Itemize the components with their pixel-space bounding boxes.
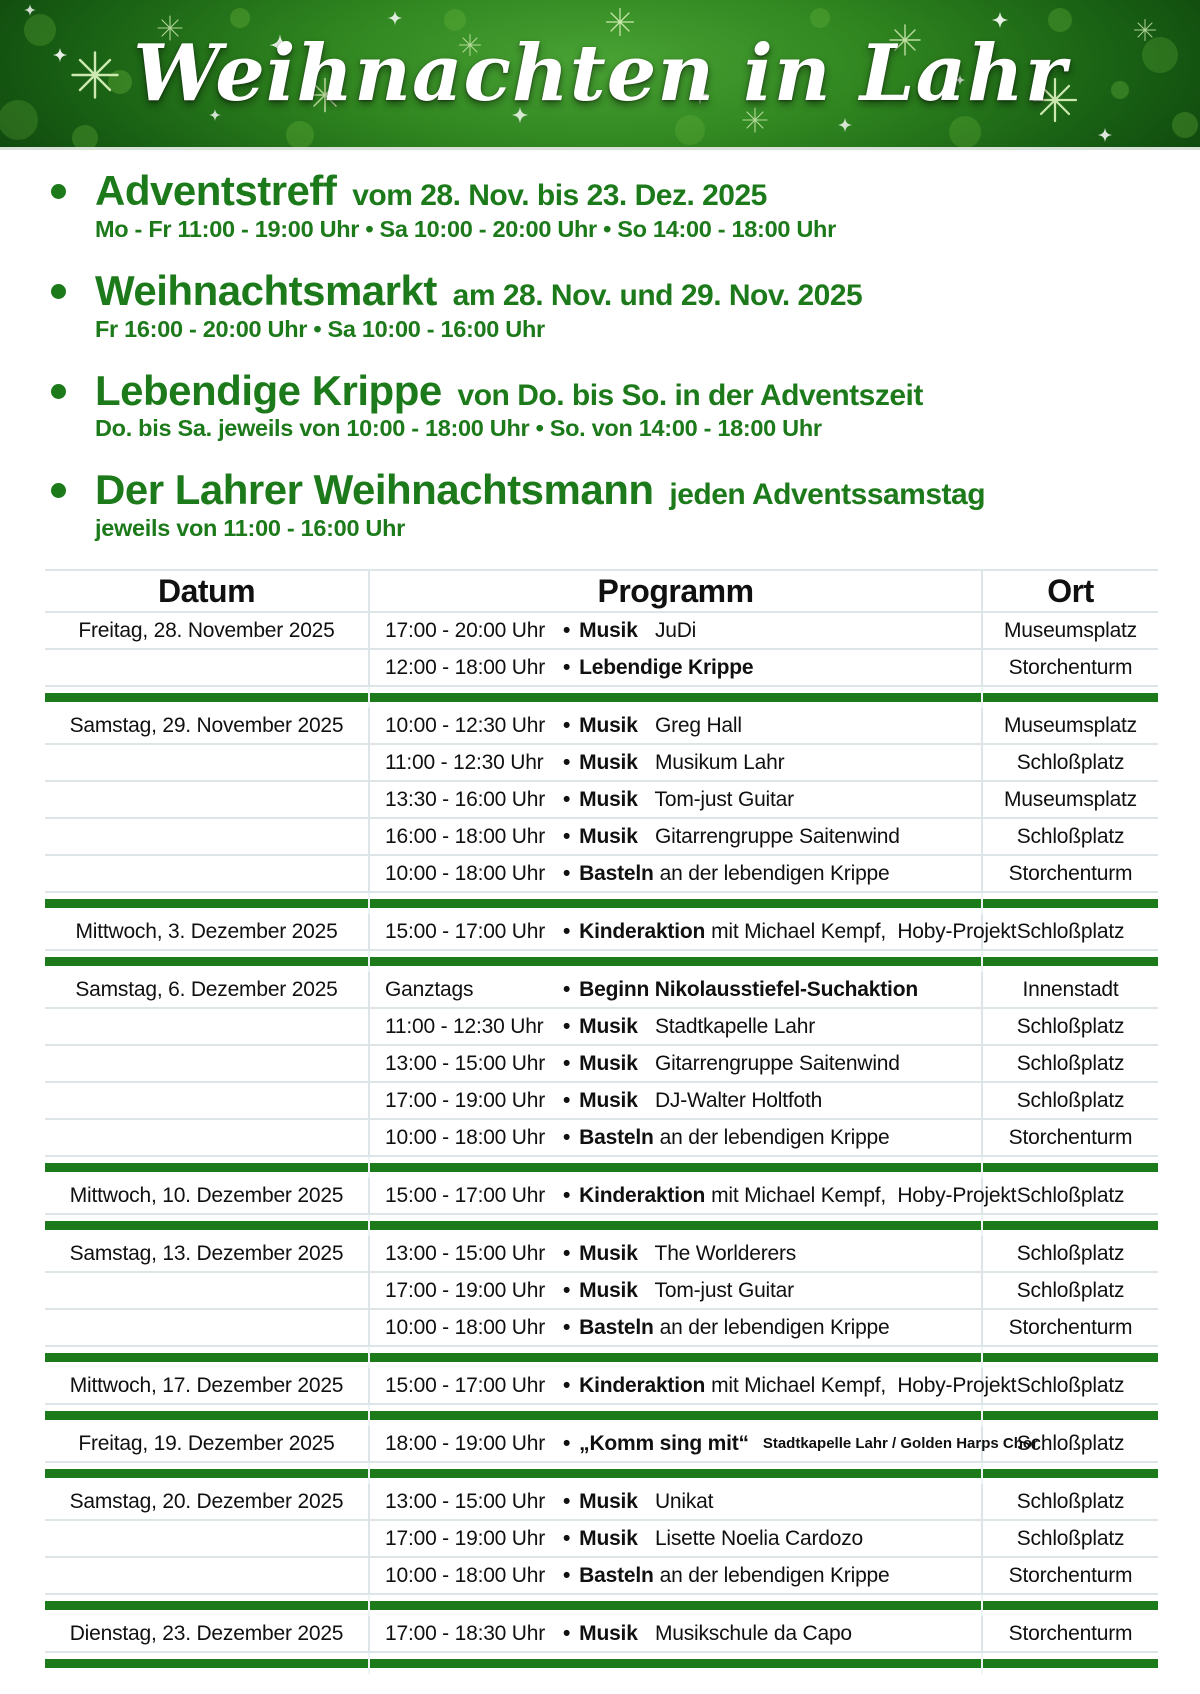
bullet-dot-icon: [51, 483, 66, 498]
separator-bar: [370, 1653, 983, 1674]
event-bullet-icon: •: [563, 1051, 571, 1075]
event-time: 15:00 - 17:00 Uhr: [385, 1373, 546, 1397]
group-separator: [45, 1215, 1158, 1236]
event-time: 13:00 - 15:00 Uhr: [385, 1241, 546, 1265]
separator-bar: [45, 1405, 370, 1426]
event-keyword: „Komm sing mit“: [579, 1431, 749, 1455]
table-row: [45, 1368, 1158, 1405]
program-cell: [370, 1310, 983, 1347]
date-cell: Mittwoch, 17. Dezember 2025: [45, 1368, 370, 1405]
event-time: 11:00 - 12:30 Uhr: [385, 1014, 544, 1038]
event-detail: an der lebendigen Krippe: [659, 861, 890, 885]
program-cell: [370, 972, 983, 1009]
event-keyword: Basteln: [579, 1125, 654, 1149]
highlight-item: [45, 466, 1160, 542]
ort-cell: Storchenturm: [983, 1120, 1158, 1157]
table-row: [45, 708, 1158, 745]
program-cell: [370, 1178, 1017, 1215]
event-keyword: Musik: [579, 824, 638, 848]
date-cell: Freitag, 19. Dezember 2025: [45, 1426, 370, 1463]
event-time: 10:00 - 18:00 Uhr: [385, 1125, 546, 1149]
program-cell: [370, 914, 1017, 951]
event-keyword: Basteln: [579, 1563, 654, 1587]
ort-cell: Storchenturm: [983, 1616, 1158, 1653]
event-time: 10:00 - 18:00 Uhr: [385, 861, 546, 885]
event-keyword: Musik: [579, 713, 638, 737]
program-cell: [370, 708, 983, 745]
highlight-title: Lebendige Krippe: [95, 366, 442, 414]
table-row: [45, 745, 1158, 782]
table-row: [45, 1310, 1158, 1347]
separator-bar: [45, 951, 370, 972]
date-cell: Dienstag, 23. Dezember 2025: [45, 1616, 370, 1653]
table-row: [45, 1178, 1158, 1215]
event-bullet-icon: •: [563, 1563, 571, 1587]
event-detail: an der lebendigen Krippe: [659, 1315, 890, 1339]
program-cell: [370, 1009, 983, 1046]
event-time: 15:00 - 17:00 Uhr: [385, 919, 546, 943]
header-programm: Programm: [370, 569, 983, 613]
date-cell: Mittwoch, 10. Dezember 2025: [45, 1178, 370, 1215]
ort-cell: Schloßplatz: [983, 1273, 1158, 1310]
ort-cell: Schloßplatz: [983, 1426, 1158, 1463]
program-cell: [370, 1046, 983, 1083]
ort-cell: Schloßplatz: [983, 1178, 1158, 1215]
table-row: [45, 1083, 1158, 1120]
separator-bar: [983, 687, 1158, 708]
event-bullet-icon: •: [563, 1183, 571, 1207]
event-detail: Tom-just Guitar: [643, 1278, 794, 1302]
event-detail: Stadtkapelle Lahr: [643, 1014, 815, 1038]
table-row: [45, 914, 1158, 951]
highlight-suffix: von Do. bis So. in der Adventszeit: [449, 378, 923, 412]
event-time: Ganztags: [385, 977, 474, 1001]
ort-cell: Storchenturm: [983, 1310, 1158, 1347]
ort-cell: Schloßplatz: [983, 1484, 1158, 1521]
date-cell: [45, 1083, 370, 1120]
program-cell: [370, 613, 983, 650]
event-time: 12:00 - 18:00 Uhr: [385, 655, 546, 679]
event-keyword: Musik: [579, 1526, 638, 1550]
event-keyword: Lebendige Krippe: [579, 655, 754, 679]
event-keyword: Musik: [579, 1241, 638, 1265]
program-cell: [370, 1368, 1017, 1405]
date-cell: [45, 819, 370, 856]
event-keyword: Musik: [579, 1051, 638, 1075]
separator-bar: [370, 1157, 983, 1178]
event-bullet-icon: •: [563, 1431, 571, 1455]
program-cell: [370, 782, 983, 819]
table-row: [45, 1236, 1158, 1273]
program-cell: [370, 1426, 1038, 1463]
event-detail: Tom-just Guitar: [643, 787, 794, 811]
table-row: [45, 1426, 1158, 1463]
ort-cell: Storchenturm: [983, 1558, 1158, 1595]
program-cell: [370, 1558, 983, 1595]
highlight-suffix: am 28. Nov. und 29. Nov. 2025: [444, 278, 863, 312]
date-cell: Samstag, 20. Dezember 2025: [45, 1484, 370, 1521]
event-keyword: Musik: [579, 787, 638, 811]
group-separator: [45, 1653, 1158, 1674]
table-header-row: [45, 569, 1158, 613]
group-separator: [45, 687, 1158, 708]
separator-bar: [983, 1463, 1158, 1484]
event-detail: JuDi: [643, 618, 697, 642]
program-cell: [370, 1083, 983, 1120]
event-time: 13:00 - 15:00 Uhr: [385, 1051, 546, 1075]
event-bullet-icon: •: [563, 1373, 571, 1397]
table-row: [45, 1521, 1158, 1558]
ort-cell: Schloßplatz: [983, 1083, 1158, 1120]
separator-bar: [45, 893, 370, 914]
date-cell: [45, 782, 370, 819]
event-keyword: Basteln: [579, 861, 654, 885]
program-cell: [370, 1273, 983, 1310]
group-separator: [45, 893, 1158, 914]
event-keyword: Kinderaktion: [579, 919, 706, 943]
table-row: [45, 1009, 1158, 1046]
separator-bar: [370, 1215, 983, 1236]
separator-bar: [983, 1347, 1158, 1368]
event-detail: mit Michael Kempf, Hoby-Projekt: [711, 1183, 1017, 1207]
separator-bar: [45, 1157, 370, 1178]
event-time: 17:00 - 19:00 Uhr: [385, 1278, 546, 1302]
event-time: 10:00 - 12:30 Uhr: [385, 713, 546, 737]
separator-bar: [45, 1347, 370, 1368]
highlight-times: Fr 16:00 - 20:00 Uhr • Sa 10:00 - 16:00 Uhr: [95, 315, 545, 342]
program-cell: [370, 856, 983, 893]
date-cell: Mittwoch, 3. Dezember 2025: [45, 914, 370, 951]
event-bullet-icon: •: [563, 1014, 571, 1038]
ort-cell: Innenstadt: [983, 972, 1158, 1009]
separator-bar: [45, 1463, 370, 1484]
separator-bar: [983, 1405, 1158, 1426]
event-time: 10:00 - 18:00 Uhr: [385, 1563, 546, 1587]
highlight-title: Adventstreff: [95, 167, 337, 214]
event-detail: an der lebendigen Krippe: [659, 1125, 890, 1149]
program-cell: [370, 650, 983, 687]
highlight-title: Der Lahrer Weihnachtsmann: [95, 466, 654, 514]
table-row: [45, 1616, 1158, 1653]
highlight-item: [45, 167, 1160, 243]
ort-cell: Museumsplatz: [983, 613, 1158, 650]
event-detail: Lisette Noelia Cardozo: [643, 1526, 863, 1550]
table-row: [45, 1558, 1158, 1595]
event-keyword: Musik: [579, 618, 638, 642]
event-keyword: Musik: [579, 1621, 638, 1645]
program-cell: [370, 1616, 983, 1653]
date-cell: [45, 745, 370, 782]
separator-bar: [370, 687, 983, 708]
header-datum: Datum: [45, 569, 370, 613]
separator-bar: [370, 1595, 983, 1616]
event-bullet-icon: •: [563, 1489, 571, 1513]
event-keyword: Beginn Nikolausstiefel-Suchaktion: [579, 977, 918, 1001]
ort-cell: Schloßplatz: [983, 1368, 1158, 1405]
group-separator: [45, 951, 1158, 972]
date-cell: [45, 1046, 370, 1083]
event-bullet-icon: •: [563, 861, 571, 885]
event-detail-small: Stadtkapelle Lahr / Golden Harps Chor: [762, 1435, 1038, 1453]
separator-bar: [983, 893, 1158, 914]
event-bullet-icon: •: [563, 655, 571, 679]
program-cell: [370, 1236, 983, 1273]
event-bullet-icon: •: [563, 977, 571, 1001]
table-row: [45, 819, 1158, 856]
event-bullet-icon: •: [563, 1241, 571, 1265]
event-time: 16:00 - 18:00 Uhr: [385, 824, 546, 848]
group-separator: [45, 1347, 1158, 1368]
event-keyword: Musik: [579, 1489, 638, 1513]
event-bullet-icon: •: [563, 713, 571, 737]
program-cell: [370, 1521, 983, 1558]
event-time: 17:00 - 19:00 Uhr: [385, 1088, 546, 1112]
schedule-table: [45, 569, 1158, 1674]
highlight-item: [45, 266, 1160, 343]
event-time: 13:30 - 16:00 Uhr: [385, 787, 546, 811]
separator-bar: [983, 1595, 1158, 1616]
date-cell: [45, 1310, 370, 1347]
table-row: [45, 972, 1158, 1009]
event-time: 15:00 - 17:00 Uhr: [385, 1183, 546, 1207]
highlight-suffix: jeden Adventssamstag: [661, 478, 986, 512]
bullet-dot-icon: [51, 384, 66, 399]
event-bullet-icon: •: [563, 919, 571, 943]
event-bullet-icon: •: [563, 618, 571, 642]
event-detail: Gitarrengruppe Saitenwind: [643, 824, 900, 848]
header-ort: Ort: [983, 569, 1158, 613]
event-detail: mit Michael Kempf, Hoby-Projekt: [711, 1373, 1017, 1397]
event-keyword: Basteln: [579, 1315, 654, 1339]
event-time: 17:00 - 18:30 Uhr: [385, 1621, 546, 1645]
ort-cell: Schloßplatz: [983, 1009, 1158, 1046]
event-detail: Gitarrengruppe Saitenwind: [643, 1051, 900, 1075]
date-cell: Samstag, 13. Dezember 2025: [45, 1236, 370, 1273]
separator-bar: [370, 893, 983, 914]
date-cell: [45, 1009, 370, 1046]
event-time: 10:00 - 18:00 Uhr: [385, 1315, 546, 1339]
separator-bar: [370, 1347, 983, 1368]
ort-cell: Storchenturm: [983, 856, 1158, 893]
event-bullet-icon: •: [563, 1621, 571, 1645]
group-separator: [45, 1463, 1158, 1484]
event-keyword: Kinderaktion: [579, 1373, 706, 1397]
event-bullet-icon: •: [563, 1125, 571, 1149]
ort-cell: Museumsplatz: [983, 708, 1158, 745]
event-time: 17:00 - 19:00 Uhr: [385, 1526, 546, 1550]
group-separator: [45, 1157, 1158, 1178]
event-time: 13:00 - 15:00 Uhr: [385, 1489, 546, 1513]
program-cell: [370, 745, 983, 782]
event-detail: mit Michael Kempf, Hoby-Projekt: [711, 919, 1017, 943]
group-separator: [45, 1405, 1158, 1426]
event-bullet-icon: •: [563, 750, 571, 774]
date-cell: Samstag, 6. Dezember 2025: [45, 972, 370, 1009]
separator-bar: [983, 1215, 1158, 1236]
program-cell: [370, 1120, 983, 1157]
christmas-banner: [0, 0, 1200, 150]
date-cell: [45, 1558, 370, 1595]
event-keyword: Kinderaktion: [579, 1183, 706, 1207]
table-row: [45, 650, 1158, 687]
event-detail: DJ-Walter Holtfoth: [643, 1088, 823, 1112]
event-time: 17:00 - 20:00 Uhr: [385, 618, 546, 642]
event-bullet-icon: •: [563, 1526, 571, 1550]
event-detail: Unikat: [643, 1489, 714, 1513]
event-detail: Musikum Lahr: [643, 750, 785, 774]
event-bullet-icon: •: [563, 1278, 571, 1302]
date-cell: [45, 1521, 370, 1558]
ort-cell: Schloßplatz: [983, 1236, 1158, 1273]
bullet-dot-icon: [51, 184, 66, 199]
event-detail: Greg Hall: [643, 713, 742, 737]
event-bullet-icon: •: [563, 824, 571, 848]
highlight-title: Weihnachtsmarkt: [95, 266, 437, 314]
date-cell: [45, 1273, 370, 1310]
separator-bar: [983, 1653, 1158, 1674]
bullet-dot-icon: [51, 284, 66, 299]
table-row: [45, 1484, 1158, 1521]
date-cell: Samstag, 29. November 2025: [45, 708, 370, 745]
ort-cell: Schloßplatz: [983, 745, 1158, 782]
highlight-times: Do. bis Sa. jeweils von 10:00 - 18:00 Uhr • So. von 14:00 - 18:00 Uhr: [95, 415, 822, 442]
ort-cell: Schloßplatz: [983, 1046, 1158, 1083]
date-cell: [45, 856, 370, 893]
separator-bar: [370, 1463, 983, 1484]
separator-bar: [983, 1157, 1158, 1178]
event-bullet-icon: •: [563, 1315, 571, 1339]
table-row: [45, 1046, 1158, 1083]
highlight-suffix: vom 28. Nov. bis 23. Dez. 2025: [344, 179, 767, 212]
event-detail: The Worlderers: [643, 1241, 797, 1265]
event-detail: Musikschule da Capo: [643, 1621, 852, 1645]
ort-cell: Schloßplatz: [983, 914, 1158, 951]
event-bullet-icon: •: [563, 787, 571, 811]
ort-cell: Museumsplatz: [983, 782, 1158, 819]
event-detail: an der lebendigen Krippe: [659, 1563, 890, 1587]
table-row: [45, 613, 1158, 650]
table-row: [45, 856, 1158, 893]
event-time: 18:00 - 19:00 Uhr: [385, 1431, 546, 1455]
date-cell: Freitag, 28. November 2025: [45, 613, 370, 650]
separator-bar: [45, 1653, 370, 1674]
event-keyword: Musik: [579, 1014, 638, 1038]
separator-bar: [45, 1595, 370, 1616]
table-row: [45, 1120, 1158, 1157]
program-cell: [370, 1484, 983, 1521]
separator-bar: [983, 951, 1158, 972]
separator-bar: [45, 1215, 370, 1236]
event-keyword: Musik: [579, 1278, 638, 1302]
table-row: [45, 782, 1158, 819]
ort-cell: Schloßplatz: [983, 1521, 1158, 1558]
program-cell: [370, 819, 983, 856]
banner-title: Weihnachten in Lahr: [133, 28, 1067, 119]
date-cell: [45, 650, 370, 687]
ort-cell: Storchenturm: [983, 650, 1158, 687]
table-row: [45, 1273, 1158, 1310]
separator-bar: [370, 1405, 983, 1426]
separator-bar: [370, 951, 983, 972]
highlight-item: [45, 366, 1160, 443]
highlight-times: jeweils von 11:00 - 16:00 Uhr: [95, 515, 406, 542]
date-cell: [45, 1120, 370, 1157]
group-separator: [45, 1595, 1158, 1616]
separator-bar: [45, 687, 370, 708]
ort-cell: Schloßplatz: [983, 819, 1158, 856]
event-bullet-icon: •: [563, 1088, 571, 1112]
event-keyword: Musik: [579, 750, 638, 774]
highlight-times: Mo - Fr 11:00 - 19:00 Uhr • Sa 10:00 - 20:00 Uhr • So 14:00 - 18:00 Uhr: [95, 215, 836, 242]
table-body: [45, 613, 1158, 1674]
event-keyword: Musik: [579, 1088, 638, 1112]
highlight-list: [0, 150, 1200, 542]
event-time: 11:00 - 12:30 Uhr: [385, 750, 544, 774]
